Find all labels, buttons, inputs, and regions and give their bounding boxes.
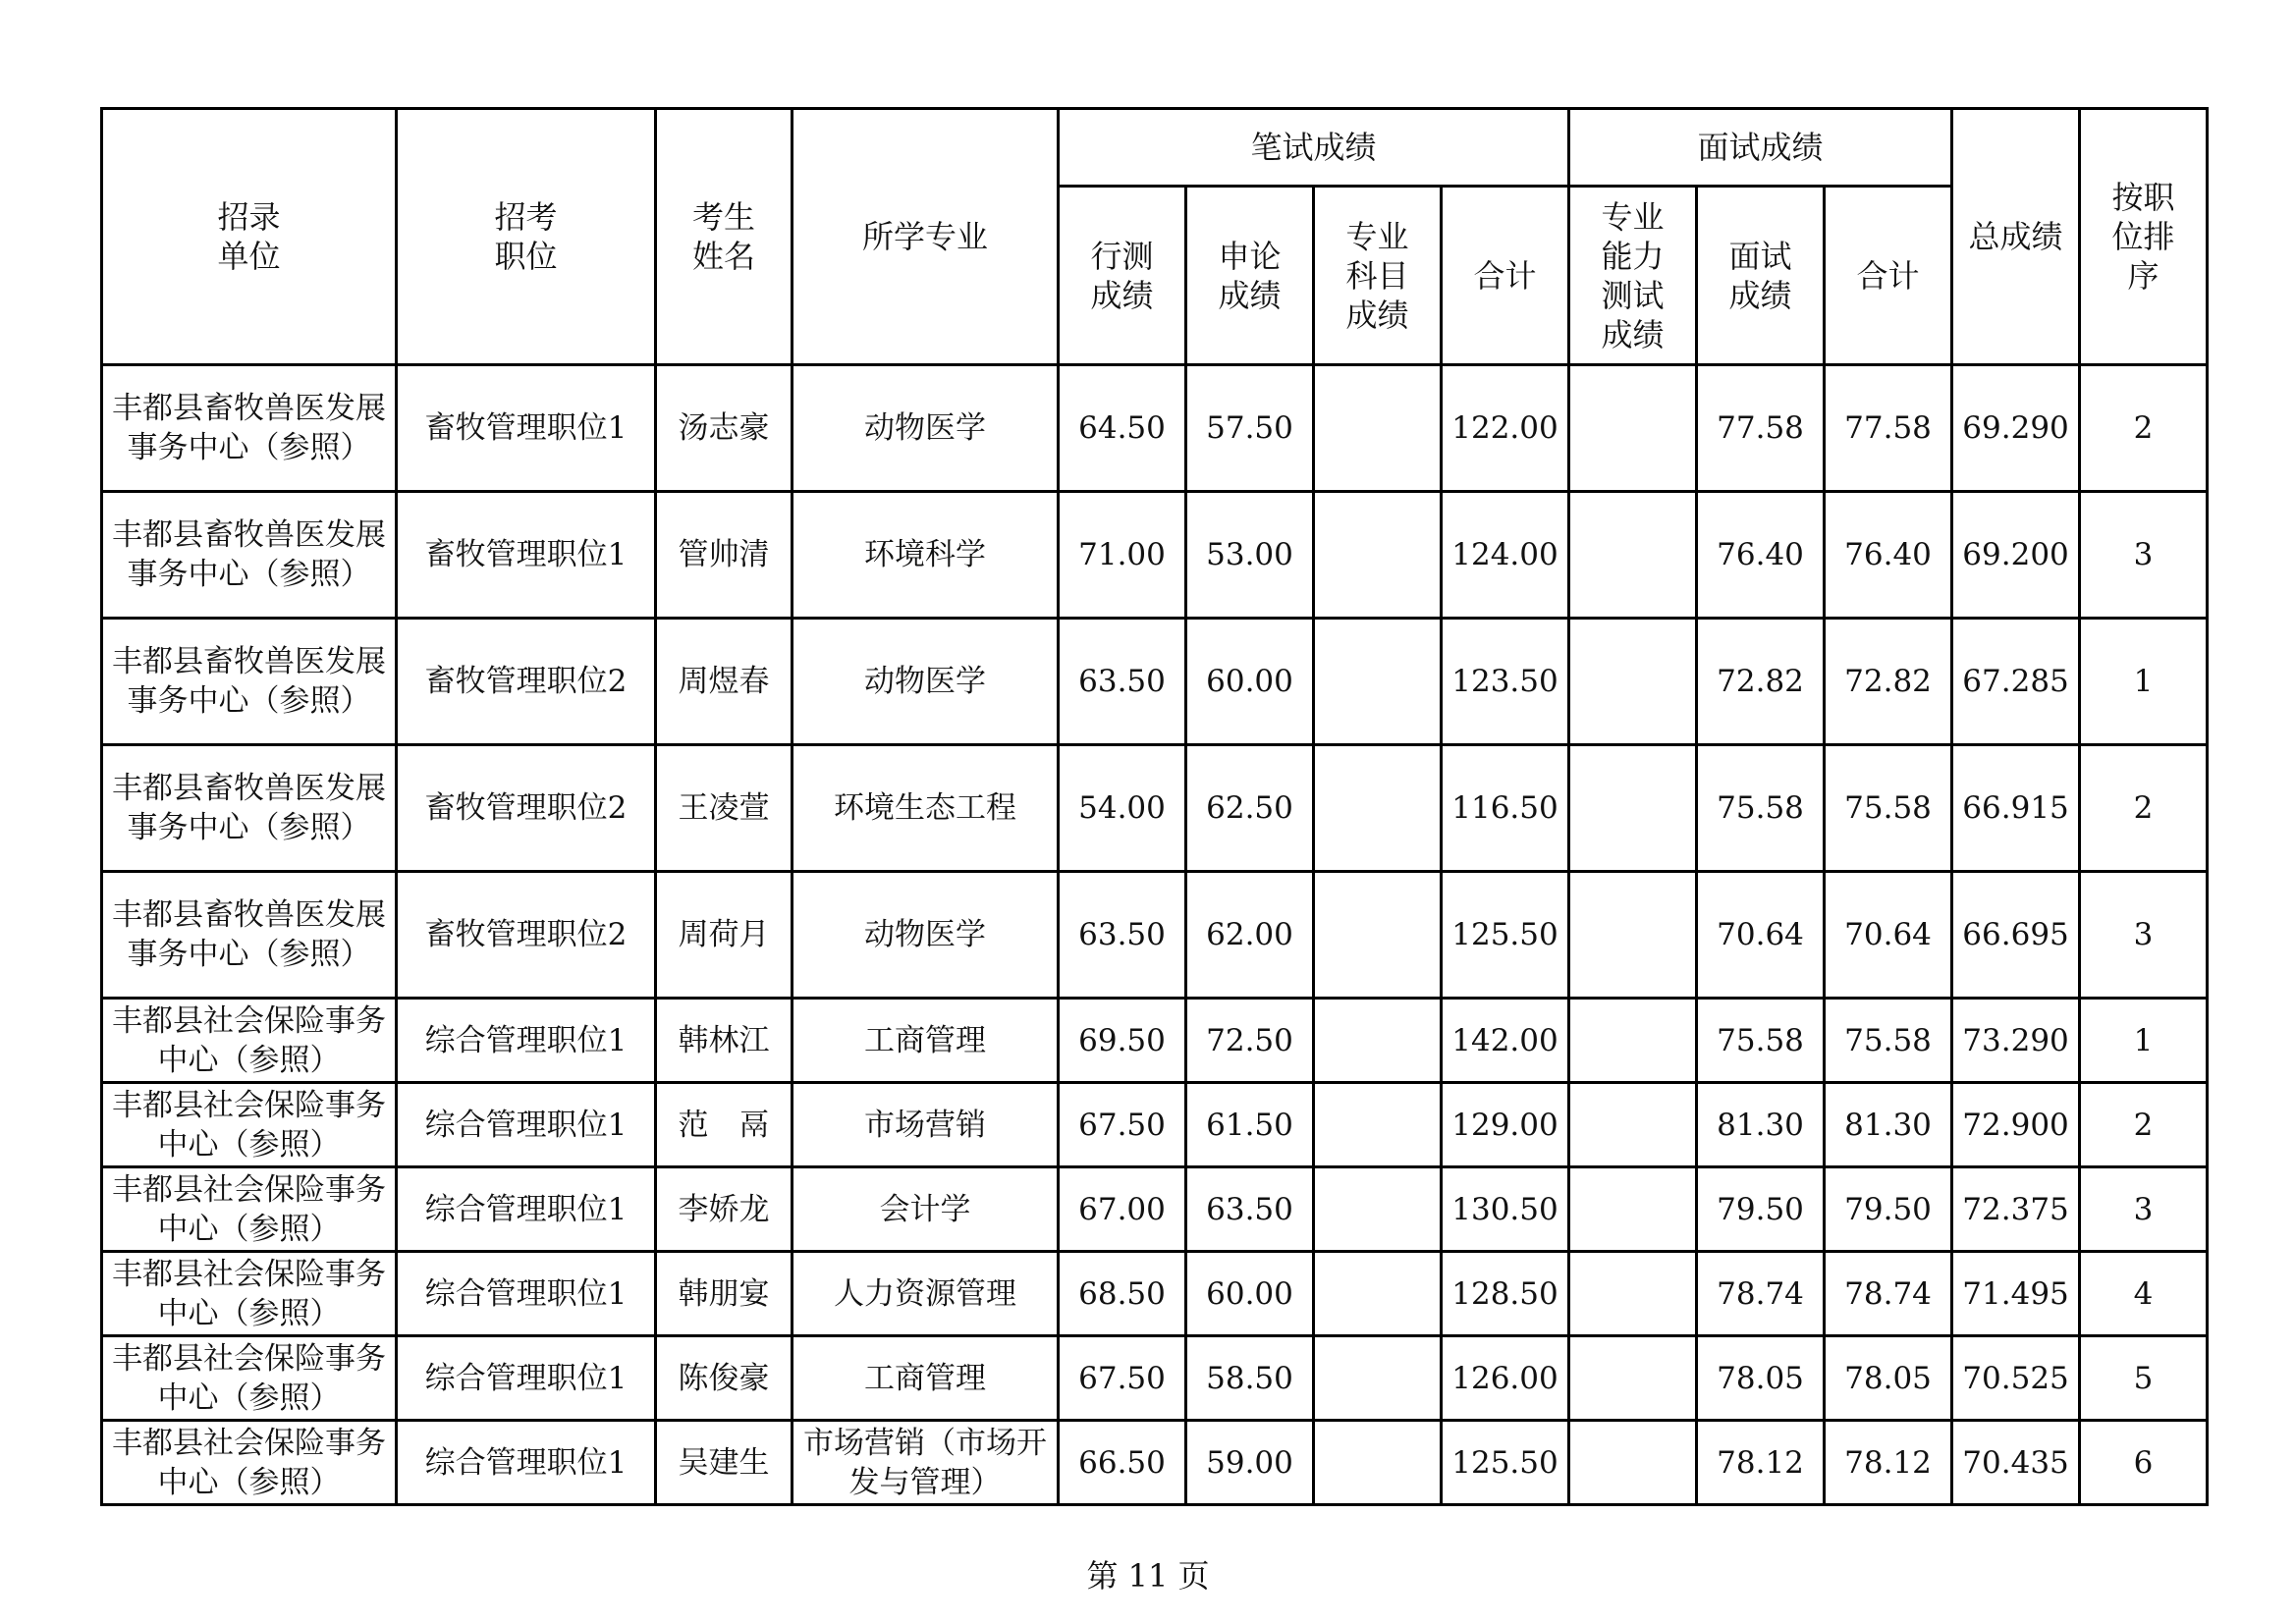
cell-shenlun: 60.00 bbox=[1186, 1252, 1314, 1336]
cell-xingce: 69.50 bbox=[1059, 999, 1186, 1083]
cell-major: 环境科学 bbox=[793, 492, 1059, 619]
cell-interview-total: 75.58 bbox=[1825, 745, 1952, 872]
cell-unit: 丰都县畜牧兽医发展事务中心（参照） bbox=[102, 745, 397, 872]
cell-interview-total: 75.58 bbox=[1825, 999, 1952, 1083]
header-total: 总成绩 bbox=[1952, 109, 2080, 365]
cell-position: 畜牧管理职位2 bbox=[397, 619, 656, 745]
cell-unit: 丰都县社会保险事务中心（参照） bbox=[102, 1252, 397, 1336]
cell-interview-total: 78.12 bbox=[1825, 1421, 1952, 1505]
cell-position: 畜牧管理职位2 bbox=[397, 745, 656, 872]
cell-interview-total: 78.74 bbox=[1825, 1252, 1952, 1336]
cell-ability bbox=[1569, 1421, 1697, 1505]
cell-interview: 70.64 bbox=[1697, 872, 1825, 999]
cell-rank: 3 bbox=[2080, 872, 2208, 999]
cell-total: 70.525 bbox=[1952, 1336, 2080, 1421]
cell-written-total: 125.50 bbox=[1442, 1421, 1569, 1505]
cell-interview: 76.40 bbox=[1697, 492, 1825, 619]
cell-written-total: 124.00 bbox=[1442, 492, 1569, 619]
cell-name: 韩朋宴 bbox=[656, 1252, 793, 1336]
header-position: 招考 职位 bbox=[397, 109, 656, 365]
cell-professional bbox=[1314, 999, 1442, 1083]
table-row bbox=[102, 1252, 2208, 1336]
cell-rank: 4 bbox=[2080, 1252, 2208, 1336]
cell-written-total: 125.50 bbox=[1442, 872, 1569, 999]
cell-position: 综合管理职位1 bbox=[397, 1336, 656, 1421]
cell-name: 李娇龙 bbox=[656, 1167, 793, 1252]
cell-professional bbox=[1314, 1083, 1442, 1167]
cell-name: 陈俊豪 bbox=[656, 1336, 793, 1421]
cell-name: 汤志豪 bbox=[656, 365, 793, 492]
cell-rank: 5 bbox=[2080, 1336, 2208, 1421]
cell-shenlun: 59.00 bbox=[1186, 1421, 1314, 1505]
header-written-xingce: 行测 成绩 bbox=[1059, 187, 1186, 365]
cell-ability bbox=[1569, 1167, 1697, 1252]
cell-total: 72.375 bbox=[1952, 1167, 2080, 1252]
cell-professional bbox=[1314, 1421, 1442, 1505]
cell-unit: 丰都县畜牧兽医发展事务中心（参照） bbox=[102, 872, 397, 999]
cell-xingce: 66.50 bbox=[1059, 1421, 1186, 1505]
cell-professional bbox=[1314, 872, 1442, 999]
cell-rank: 2 bbox=[2080, 745, 2208, 872]
cell-xingce: 67.50 bbox=[1059, 1336, 1186, 1421]
header-written-shenlun: 申论 成绩 bbox=[1186, 187, 1314, 365]
cell-interview-total: 81.30 bbox=[1825, 1083, 1952, 1167]
cell-total: 69.290 bbox=[1952, 365, 2080, 492]
cell-shenlun: 53.00 bbox=[1186, 492, 1314, 619]
cell-ability bbox=[1569, 365, 1697, 492]
cell-interview: 78.12 bbox=[1697, 1421, 1825, 1505]
cell-ability bbox=[1569, 745, 1697, 872]
cell-position: 畜牧管理职位1 bbox=[397, 492, 656, 619]
cell-professional bbox=[1314, 1336, 1442, 1421]
cell-total: 72.900 bbox=[1952, 1083, 2080, 1167]
header-rank: 按职 位排 序 bbox=[2080, 109, 2208, 365]
cell-major: 动物医学 bbox=[793, 872, 1059, 999]
table-row bbox=[102, 1336, 2208, 1421]
cell-shenlun: 62.00 bbox=[1186, 872, 1314, 999]
table-row bbox=[102, 745, 2208, 872]
cell-position: 综合管理职位1 bbox=[397, 1167, 656, 1252]
cell-major: 人力资源管理 bbox=[793, 1252, 1059, 1336]
cell-total: 67.285 bbox=[1952, 619, 2080, 745]
cell-interview: 81.30 bbox=[1697, 1083, 1825, 1167]
cell-written-total: 122.00 bbox=[1442, 365, 1569, 492]
table-row bbox=[102, 619, 2208, 745]
header-unit: 招录 单位 bbox=[102, 109, 397, 365]
cell-written-total: 126.00 bbox=[1442, 1336, 1569, 1421]
cell-major: 市场营销（市场开发与管理） bbox=[793, 1421, 1059, 1505]
cell-major: 环境生态工程 bbox=[793, 745, 1059, 872]
cell-name: 周煜春 bbox=[656, 619, 793, 745]
cell-name: 韩林江 bbox=[656, 999, 793, 1083]
cell-rank: 2 bbox=[2080, 1083, 2208, 1167]
cell-major: 动物医学 bbox=[793, 365, 1059, 492]
cell-major: 市场营销 bbox=[793, 1083, 1059, 1167]
cell-written-total: 116.50 bbox=[1442, 745, 1569, 872]
cell-professional bbox=[1314, 1252, 1442, 1336]
cell-xingce: 63.50 bbox=[1059, 619, 1186, 745]
cell-shenlun: 60.00 bbox=[1186, 619, 1314, 745]
header-name: 考生 姓名 bbox=[656, 109, 793, 365]
cell-unit: 丰都县社会保险事务中心（参照） bbox=[102, 999, 397, 1083]
cell-total: 66.695 bbox=[1952, 872, 2080, 999]
cell-position: 畜牧管理职位2 bbox=[397, 872, 656, 999]
cell-professional bbox=[1314, 745, 1442, 872]
cell-written-total: 123.50 bbox=[1442, 619, 1569, 745]
cell-unit: 丰都县社会保险事务中心（参照） bbox=[102, 1421, 397, 1505]
cell-xingce: 68.50 bbox=[1059, 1252, 1186, 1336]
cell-name: 王凌萱 bbox=[656, 745, 793, 872]
cell-ability bbox=[1569, 1252, 1697, 1336]
cell-total: 73.290 bbox=[1952, 999, 2080, 1083]
cell-xingce: 71.00 bbox=[1059, 492, 1186, 619]
cell-professional bbox=[1314, 365, 1442, 492]
header-written-professional: 专业 科目 成绩 bbox=[1314, 187, 1442, 365]
cell-interview: 78.74 bbox=[1697, 1252, 1825, 1336]
cell-xingce: 67.00 bbox=[1059, 1167, 1186, 1252]
cell-interview-total: 77.58 bbox=[1825, 365, 1952, 492]
cell-xingce: 67.50 bbox=[1059, 1083, 1186, 1167]
cell-unit: 丰都县社会保险事务中心（参照） bbox=[102, 1083, 397, 1167]
cell-position: 综合管理职位1 bbox=[397, 1083, 656, 1167]
header-written-group: 笔试成绩 bbox=[1059, 109, 1569, 187]
cell-major: 工商管理 bbox=[793, 1336, 1059, 1421]
cell-total: 69.200 bbox=[1952, 492, 2080, 619]
cell-rank: 1 bbox=[2080, 999, 2208, 1083]
table-row bbox=[102, 492, 2208, 619]
cell-ability bbox=[1569, 492, 1697, 619]
cell-position: 综合管理职位1 bbox=[397, 1252, 656, 1336]
cell-interview: 77.58 bbox=[1697, 365, 1825, 492]
cell-rank: 3 bbox=[2080, 492, 2208, 619]
cell-interview-total: 76.40 bbox=[1825, 492, 1952, 619]
cell-major: 会计学 bbox=[793, 1167, 1059, 1252]
cell-position: 畜牧管理职位1 bbox=[397, 365, 656, 492]
cell-unit: 丰都县社会保险事务中心（参照） bbox=[102, 1167, 397, 1252]
cell-major: 动物医学 bbox=[793, 619, 1059, 745]
cell-position: 综合管理职位1 bbox=[397, 999, 656, 1083]
cell-rank: 6 bbox=[2080, 1421, 2208, 1505]
cell-interview-total: 79.50 bbox=[1825, 1167, 1952, 1252]
header-written-total: 合计 bbox=[1442, 187, 1569, 365]
cell-total: 71.495 bbox=[1952, 1252, 2080, 1336]
cell-interview: 79.50 bbox=[1697, 1167, 1825, 1252]
page-number: 第 11 页 bbox=[1086, 1557, 1210, 1595]
table-row bbox=[102, 999, 2208, 1083]
cell-xingce: 63.50 bbox=[1059, 872, 1186, 999]
table-row bbox=[102, 365, 2208, 492]
cell-ability bbox=[1569, 1083, 1697, 1167]
cell-total: 70.435 bbox=[1952, 1421, 2080, 1505]
cell-rank: 2 bbox=[2080, 365, 2208, 492]
cell-name: 周荷月 bbox=[656, 872, 793, 999]
cell-name: 管帅清 bbox=[656, 492, 793, 619]
table-header bbox=[102, 109, 2208, 365]
cell-unit: 丰都县畜牧兽医发展事务中心（参照） bbox=[102, 365, 397, 492]
cell-written-total: 129.00 bbox=[1442, 1083, 1569, 1167]
cell-written-total: 128.50 bbox=[1442, 1252, 1569, 1336]
header-interview-score: 面试 成绩 bbox=[1697, 187, 1825, 365]
cell-ability bbox=[1569, 999, 1697, 1083]
cell-ability bbox=[1569, 872, 1697, 999]
cell-unit: 丰都县畜牧兽医发展事务中心（参照） bbox=[102, 492, 397, 619]
cell-rank: 1 bbox=[2080, 619, 2208, 745]
cell-name: 吴建生 bbox=[656, 1421, 793, 1505]
cell-professional bbox=[1314, 619, 1442, 745]
cell-shenlun: 57.50 bbox=[1186, 365, 1314, 492]
cell-shenlun: 62.50 bbox=[1186, 745, 1314, 872]
cell-rank: 3 bbox=[2080, 1167, 2208, 1252]
table-row bbox=[102, 1083, 2208, 1167]
table-row bbox=[102, 1421, 2208, 1505]
header-major: 所学专业 bbox=[793, 109, 1059, 365]
cell-total: 66.915 bbox=[1952, 745, 2080, 872]
cell-interview-total: 72.82 bbox=[1825, 619, 1952, 745]
cell-interview-total: 78.05 bbox=[1825, 1336, 1952, 1421]
cell-position: 综合管理职位1 bbox=[397, 1421, 656, 1505]
cell-shenlun: 58.50 bbox=[1186, 1336, 1314, 1421]
cell-ability bbox=[1569, 1336, 1697, 1421]
score-table bbox=[100, 107, 2209, 1506]
cell-name: 范 鬲 bbox=[656, 1083, 793, 1167]
cell-interview: 78.05 bbox=[1697, 1336, 1825, 1421]
cell-professional bbox=[1314, 1167, 1442, 1252]
header-interview-total: 合计 bbox=[1825, 187, 1952, 365]
cell-unit: 丰都县畜牧兽医发展事务中心（参照） bbox=[102, 619, 397, 745]
cell-written-total: 130.50 bbox=[1442, 1167, 1569, 1252]
header-interview-ability: 专业 能力 测试 成绩 bbox=[1569, 187, 1697, 365]
cell-unit: 丰都县社会保险事务中心（参照） bbox=[102, 1336, 397, 1421]
cell-ability bbox=[1569, 619, 1697, 745]
header-interview-group: 面试成绩 bbox=[1569, 109, 1952, 187]
cell-professional bbox=[1314, 492, 1442, 619]
cell-interview: 72.82 bbox=[1697, 619, 1825, 745]
cell-shenlun: 63.50 bbox=[1186, 1167, 1314, 1252]
cell-written-total: 142.00 bbox=[1442, 999, 1569, 1083]
table-row bbox=[102, 1167, 2208, 1252]
table-row bbox=[102, 872, 2208, 999]
cell-interview: 75.58 bbox=[1697, 745, 1825, 872]
cell-shenlun: 61.50 bbox=[1186, 1083, 1314, 1167]
table-body bbox=[102, 365, 2208, 1505]
cell-shenlun: 72.50 bbox=[1186, 999, 1314, 1083]
cell-major: 工商管理 bbox=[793, 999, 1059, 1083]
cell-interview: 75.58 bbox=[1697, 999, 1825, 1083]
cell-interview-total: 70.64 bbox=[1825, 872, 1952, 999]
cell-xingce: 54.00 bbox=[1059, 745, 1186, 872]
cell-xingce: 64.50 bbox=[1059, 365, 1186, 492]
